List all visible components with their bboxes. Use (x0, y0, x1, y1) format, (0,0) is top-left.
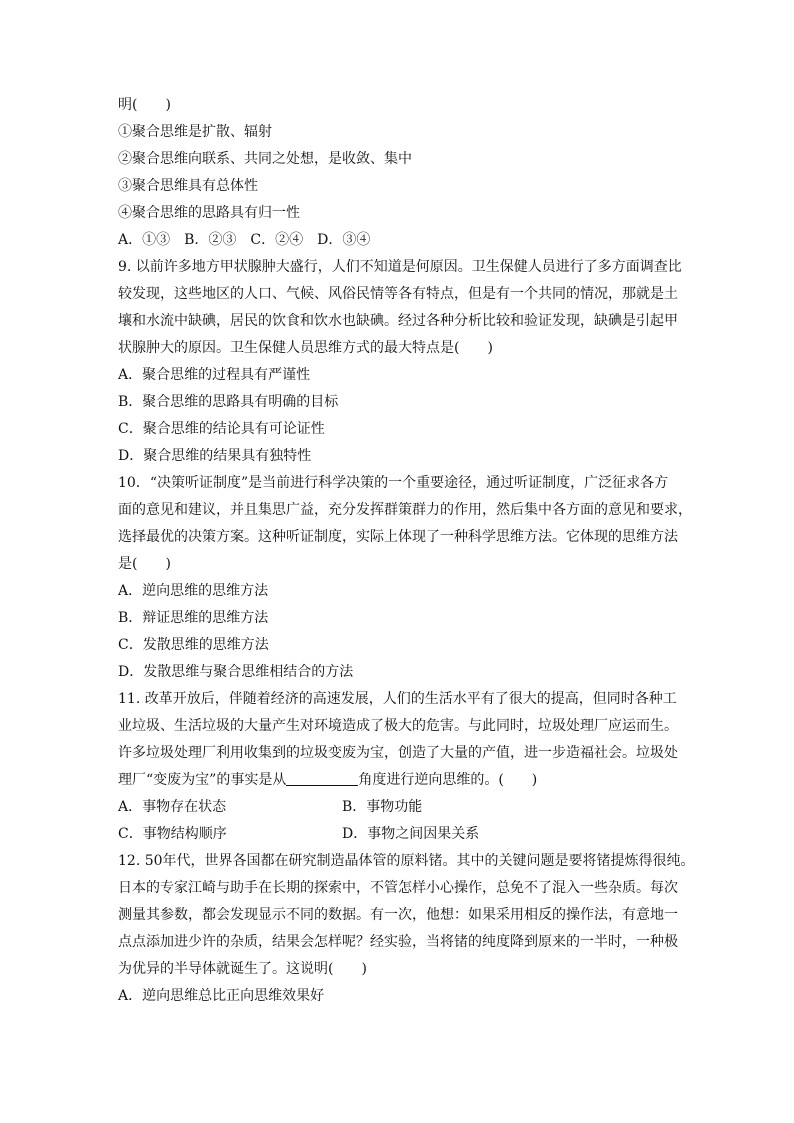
q11-stem-before-blank: 理厂“变废为宝”的事实是从 (118, 772, 287, 788)
q9-stem-line-4: 状腺肿大的原因。卫生保健人员思维方式的最大特点是( ) (118, 340, 493, 356)
q10-option-d: D．发散思维与聚合思维相结合的方法 (118, 664, 354, 680)
q8-stem-tail: 明( ) (118, 97, 171, 113)
q10-stem-line-3: 选择最优的决策方案。这种听证制度，实际上体现了一种科学思维方法。它体现的思维方法 (118, 529, 678, 545)
q9-stem-line-3: 壤和水流中缺碘，居民的饮食和饮水也缺碘。经过各种分析比较和验证发现，缺碘是引起甲 (118, 313, 678, 329)
q12-stem-line-5: 为优异的半导体就诞生了。这说明( ) (118, 961, 367, 977)
q11-stem-line-2: 业垃圾、生活垃圾的大量产生对环境造成了极大的危害。与此同时，垃圾处理厂应运而生。 (118, 718, 678, 734)
q11-stem-line-1: 11. 改革开放后，伴随着经济的高速发展，人们的生活水平有了很大的提高，但同时各种工 (118, 691, 677, 707)
q9-stem-line-1: 9. 以前许多地方甲状腺肿大盛行，人们不知道是何原因。卫生保健人员进行了多方面调查比 (118, 259, 682, 275)
q12-stem-line-1: 12. 50年代，世界各国都在研究制造晶体管的原料锗。其中的关键问题是要将锗提炼得很纯。 (118, 853, 695, 869)
q9-option-c: C．聚合思维的结论具有可论证性 (118, 421, 325, 437)
q10-stem-line-1: 10．“决策听证制度”是当前进行科学决策的一个重要途径，通过听证制度，广泛征求各方 (118, 475, 669, 491)
q11-answer-blank (286, 769, 358, 786)
q8-item-3: ③聚合思维具有总体性 (118, 178, 258, 194)
q11-stem-line-3: 许多垃圾处理厂利用收集到的垃圾变废为宝，创造了大量的产值，进一步造福社会。垃圾处 (118, 745, 678, 761)
q10-option-b: B．辩证思维的思维方法 (118, 610, 269, 626)
q11-options-row-2 (118, 821, 684, 848)
q11-option-c: C．事物结构顺序 (118, 826, 227, 842)
q10-option-c: C．发散思维的思维方法 (118, 637, 269, 653)
q11-stem-line-4 (118, 767, 684, 794)
q12-stem-line-2: 日本的专家江崎与助手在长期的探索中，不管怎样小心操作，总免不了混入一些杂质。每次 (118, 880, 678, 896)
q10-stem-line-4: 是( ) (118, 556, 171, 572)
q8-item-2: ②聚合思维向联系、共同之处想，是收敛、集中 (118, 151, 412, 167)
q11-option-d: D．事物之间因果关系 (342, 826, 480, 842)
q9-stem-line-2: 较发现，这些地区的人口、气候、风俗民情等各有特点，但是有一个共同的情况，那就是土 (118, 286, 678, 302)
q9-option-b: B．聚合思维的思路具有明确的目标 (118, 394, 339, 410)
q12-stem-line-3: 测量其参数，都会发现显示不同的数据。有一次，他想：如果采用相反的操作法，有意地一 (118, 907, 678, 923)
q8-options: A．①③ B．②③ C．②④ D．③④ (118, 232, 371, 248)
q11-stem-after-blank: 角度进行逆向思维的。( ) (358, 772, 538, 788)
q8-item-1: ①聚合思维是扩散、辐射 (118, 124, 272, 140)
q9-option-d: D．聚合思维的结果具有独特性 (118, 448, 312, 464)
q11-options-row-1 (118, 794, 684, 821)
q9-option-a: A．聚合思维的过程具有严谨性 (118, 367, 311, 383)
q10-option-a: A．逆向思维的思维方法 (118, 583, 269, 599)
q11-option-b: B．事物功能 (342, 799, 423, 815)
document-page (118, 92, 695, 1010)
q8-item-4: ④聚合思维的思路具有归一性 (118, 205, 300, 221)
q12-option-a: A．逆向思维总比正向思维效果好 (118, 988, 325, 1004)
q11-option-a: A．事物存在状态 (118, 799, 227, 815)
q10-stem-line-2: 面的意见和建议，并且集思广益，充分发挥群策群力的作用，然后集中各方面的意见和要求， (118, 502, 692, 518)
q12-stem-line-4: 点点添加进少许的杂质，结果会怎样呢？经实验，当将锗的纯度降到原来的一半时，一种极 (118, 934, 678, 950)
